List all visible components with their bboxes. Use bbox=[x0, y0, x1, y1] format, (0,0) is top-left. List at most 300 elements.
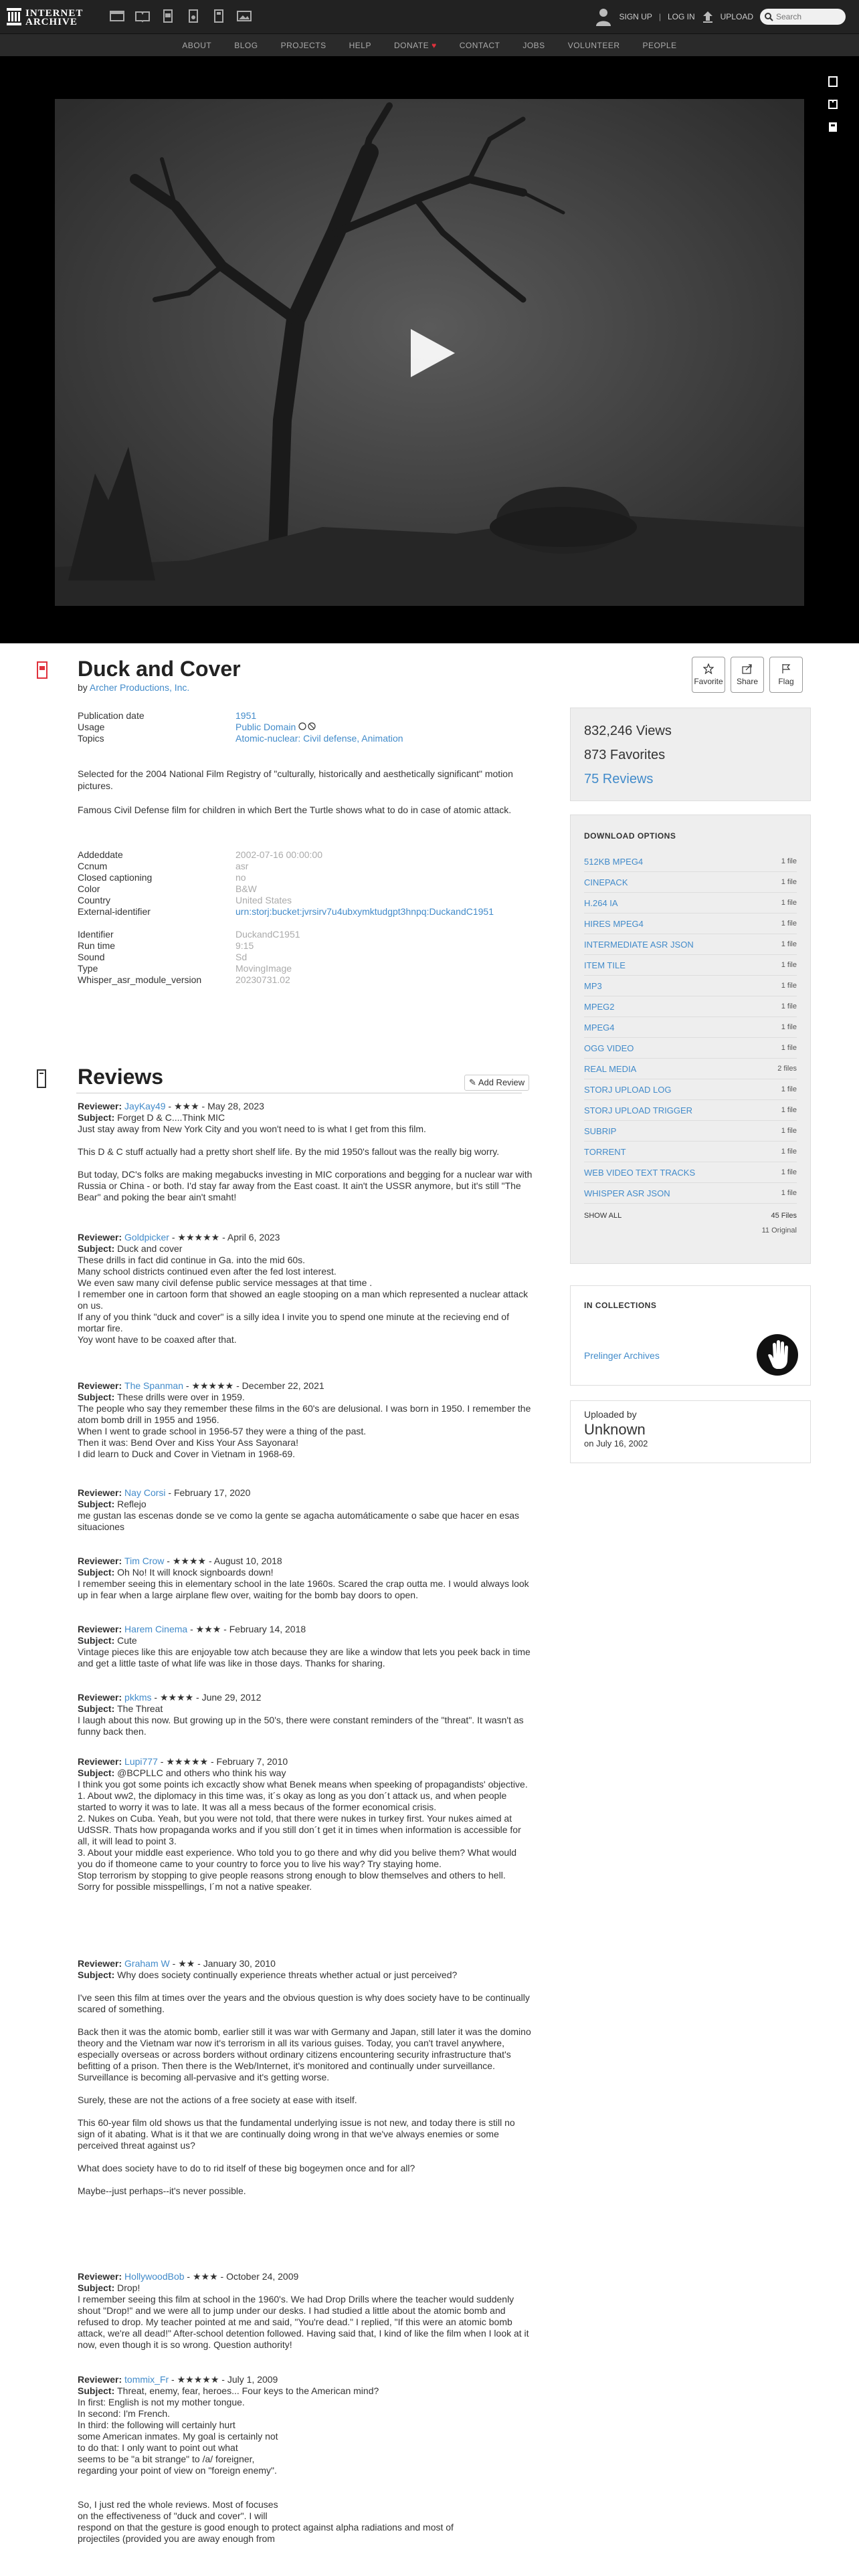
audio-icon[interactable] bbox=[185, 8, 202, 24]
download-format-link[interactable]: 512KB MPEG4 bbox=[584, 857, 644, 867]
review-body-line: to do that: I only want to point out what bbox=[78, 2442, 238, 2453]
review-body-line: This D & C stuff actually had a pretty short shelf life. By the mid 1950's fallout was the really big worry. bbox=[78, 1146, 500, 1157]
publication-date-link[interactable]: 1951 bbox=[235, 710, 257, 721]
separator: | bbox=[658, 12, 661, 21]
download-file-count: 1 file bbox=[781, 1148, 797, 1156]
review-body-line: In third: the following will certainly hurt bbox=[78, 2420, 235, 2430]
subject-text: Reflejo bbox=[117, 1499, 147, 1509]
review-header bbox=[78, 1958, 533, 1969]
original-files: 11 Original bbox=[761, 1226, 797, 1235]
review-header bbox=[78, 1232, 533, 1243]
review bbox=[78, 1958, 533, 2197]
separator: - bbox=[169, 1232, 178, 1243]
reviewer-label: Reviewer: bbox=[78, 1380, 125, 1391]
subject-text: Drop! bbox=[117, 2282, 140, 2293]
review-date: June 29, 2012 bbox=[201, 1692, 262, 1703]
subject-label: Subject: bbox=[78, 1112, 118, 1123]
download-file-count: 1 file bbox=[781, 1189, 797, 1197]
review-body-line: I've seen this film at times over the years and the obvious question is why does society have to be continually scared of something. bbox=[78, 1992, 530, 2014]
collections-heading: IN COLLECTIONS bbox=[584, 1301, 657, 1310]
separator: - bbox=[208, 1756, 217, 1767]
subject-text: Cute bbox=[117, 1635, 137, 1646]
metadata-value: asr bbox=[235, 861, 249, 871]
download-format-link[interactable]: MPEG4 bbox=[584, 1023, 615, 1033]
upload-icon[interactable] bbox=[702, 10, 714, 23]
subject-label: Subject: bbox=[78, 2385, 118, 2396]
review bbox=[78, 2374, 533, 2545]
archive-temple-icon bbox=[7, 8, 21, 25]
review-body-line: I laugh about this now. But growing up in the 50's, there were constant reminders of the "threat". It wasn't as funny back then. bbox=[78, 1715, 524, 1737]
metadata-secondary bbox=[78, 849, 519, 986]
paragraph-gap bbox=[78, 2106, 533, 2117]
reviewer-link[interactable]: JayKay49 bbox=[124, 1101, 166, 1111]
reviewer-label: Reviewer: bbox=[78, 1101, 125, 1111]
paragraph-gap bbox=[78, 2083, 533, 2095]
search-icon[interactable] bbox=[764, 12, 773, 21]
review-stars: ★★★★★ bbox=[191, 1380, 234, 1391]
review-date: February 17, 2020 bbox=[173, 1487, 251, 1498]
share-button[interactable] bbox=[731, 657, 764, 693]
review-stars: ★★★★★ bbox=[177, 2374, 219, 2385]
download-format-link[interactable]: CINEPACK bbox=[584, 877, 628, 887]
reviewer-link[interactable]: Nay Corsi bbox=[124, 1487, 166, 1498]
review-subject bbox=[78, 2282, 533, 2294]
metadata-key: External-identifier bbox=[78, 906, 151, 917]
separator: - bbox=[199, 1101, 208, 1111]
metadata-key: Type bbox=[78, 963, 98, 974]
by-prefix: by bbox=[78, 682, 90, 693]
reviewer-label: Reviewer: bbox=[78, 1958, 125, 1969]
metadata-key: Addeddate bbox=[78, 849, 123, 860]
review-body-line: Many school districts continued even after the fed lost interest. bbox=[78, 1266, 337, 1277]
review-body-line: These drills in fact did continue in Ga. into the mid 60s. bbox=[78, 1255, 306, 1265]
review-stars: ★★ bbox=[178, 1958, 195, 1969]
add-review-label: Add Review bbox=[478, 1077, 525, 1087]
review-date: May 28, 2023 bbox=[207, 1101, 264, 1111]
nav-volunteer[interactable]: VOLUNTEER bbox=[567, 41, 620, 50]
paragraph-gap bbox=[78, 2476, 533, 2488]
wayback-icon[interactable] bbox=[828, 122, 838, 132]
description-paragraph: Selected for the 2004 National Film Registry of "culturally, historically and aesthetically significant" motion pictures. bbox=[78, 768, 513, 791]
uploader-box bbox=[570, 1400, 811, 1463]
paragraph-gap bbox=[78, 1135, 533, 1146]
download-file-count: 1 file bbox=[781, 940, 797, 948]
reviews-count-link[interactable]: 75 Reviews bbox=[584, 772, 654, 786]
review-subject bbox=[78, 1767, 533, 1779]
top-bar bbox=[0, 0, 859, 33]
metadata-value: DuckandC1951 bbox=[235, 929, 300, 940]
login-link[interactable]: LOG IN bbox=[667, 12, 695, 21]
texts-icon[interactable] bbox=[134, 8, 151, 24]
metadata-row bbox=[78, 849, 519, 861]
review bbox=[78, 1487, 533, 1533]
metadata-primary bbox=[78, 710, 519, 744]
reviewer-label: Reviewer: bbox=[78, 1232, 125, 1243]
signup-link[interactable]: SIGN UP bbox=[619, 12, 652, 21]
download-row[interactable] bbox=[584, 1162, 797, 1183]
download-file-count: 1 file bbox=[781, 1168, 797, 1176]
metadata-key: Publication date bbox=[78, 710, 145, 721]
review-stars: ★★★ bbox=[173, 1101, 199, 1111]
download-row[interactable] bbox=[584, 1038, 797, 1059]
review-body-line: seems to be "a bit strange" to /a/ foreigner, bbox=[78, 2454, 255, 2464]
download-format-link[interactable]: OGG VIDEO bbox=[584, 1043, 634, 1053]
download-format-link[interactable]: STORJ UPLOAD TRIGGER bbox=[584, 1105, 693, 1115]
add-review-button[interactable] bbox=[464, 1075, 529, 1091]
download-row[interactable] bbox=[584, 976, 797, 996]
metadata-key: Topics bbox=[78, 733, 104, 744]
reviewer-label: Reviewer: bbox=[78, 2374, 125, 2385]
review-date: April 6, 2023 bbox=[227, 1232, 280, 1243]
reviewer-link[interactable]: tommix_Fr bbox=[124, 2374, 169, 2385]
internet-archive-logo[interactable] bbox=[7, 7, 100, 28]
video-icon[interactable] bbox=[159, 8, 177, 24]
download-row[interactable] bbox=[584, 1100, 797, 1121]
reviewer-link[interactable]: pkkms bbox=[124, 1692, 152, 1703]
flag-button[interactable] bbox=[769, 657, 803, 693]
secondary-nav bbox=[0, 33, 859, 56]
reviewer-label: Reviewer: bbox=[78, 1624, 125, 1634]
metadata-value: 9:15 bbox=[235, 940, 254, 951]
metadata-row bbox=[78, 952, 519, 963]
reviewer-link[interactable]: Lupi777 bbox=[124, 1756, 158, 1767]
favorite-label: Favorite bbox=[694, 677, 723, 686]
show-all-link[interactable]: SHOW ALL bbox=[584, 1212, 622, 1220]
metadata-value: United States bbox=[235, 895, 292, 905]
review bbox=[78, 1756, 533, 1893]
logo-text: INTERNET ARCHIVE bbox=[25, 8, 84, 27]
review-body-line: In second: I'm French. bbox=[78, 2408, 171, 2419]
metadata-value: 2002-07-16 00:00:00 bbox=[235, 849, 322, 860]
metadata-value: Sd bbox=[235, 952, 248, 962]
metadata-key: Closed captioning bbox=[78, 872, 153, 883]
download-format-link[interactable]: SUBRIP bbox=[584, 1126, 617, 1136]
user-icon[interactable] bbox=[595, 7, 612, 26]
download-file-count: 1 file bbox=[781, 857, 797, 865]
subject-label: Subject: bbox=[78, 1392, 118, 1402]
review bbox=[78, 1232, 533, 1346]
reviewer-link[interactable]: The Spanman bbox=[124, 1380, 183, 1391]
item-byline bbox=[78, 682, 189, 693]
download-file-count: 1 file bbox=[781, 1023, 797, 1031]
paragraph-gap bbox=[78, 2174, 533, 2185]
metadata-key: Run time bbox=[78, 940, 116, 951]
metadata-row bbox=[78, 974, 519, 986]
subject-text: Threat, enemy, fear, heroes... Four keys to the American mind? bbox=[117, 2385, 379, 2396]
nav-donate[interactable] bbox=[394, 41, 437, 50]
separator: - bbox=[183, 1380, 192, 1391]
review-header bbox=[78, 1756, 533, 1767]
download-format-link[interactable]: TORRENT bbox=[584, 1147, 626, 1157]
uploaded-by-label: Uploaded by bbox=[584, 1409, 637, 1420]
download-row[interactable] bbox=[584, 1017, 797, 1038]
upload-link[interactable]: UPLOAD bbox=[720, 12, 753, 21]
review bbox=[78, 1380, 533, 1460]
metadata-row bbox=[78, 895, 519, 906]
metadata-key: Color bbox=[78, 883, 100, 894]
download-format-link[interactable]: H.264 IA bbox=[584, 898, 618, 908]
review-subject bbox=[78, 1567, 533, 1578]
review-subject bbox=[78, 1112, 533, 1123]
nav-about[interactable]: ABOUT bbox=[182, 41, 212, 50]
review-body-line: Just stay away from New York City and you won't need to is what I get from this film. bbox=[78, 1123, 426, 1134]
download-row[interactable] bbox=[584, 1059, 797, 1079]
hand-icon bbox=[757, 1334, 798, 1376]
metadata-key: Identifier bbox=[78, 929, 114, 940]
review-subject bbox=[78, 2385, 533, 2397]
download-list bbox=[584, 851, 797, 1204]
review-stars: ★★★★★ bbox=[166, 1756, 209, 1767]
review-body-line: The people who say they remember these films in the 60's are delusional. I was born in 1950. I remember the atom bomb drill in 1955 and 1956. bbox=[78, 1403, 531, 1425]
review-subject bbox=[78, 1243, 533, 1255]
review-stars: ★★★★ bbox=[172, 1555, 207, 1566]
metadata-row bbox=[78, 861, 519, 872]
collection-link[interactable]: Prelinger Archives bbox=[584, 1350, 660, 1361]
review bbox=[78, 1624, 533, 1669]
flag-label: Flag bbox=[778, 677, 794, 686]
separator: - bbox=[187, 1624, 196, 1634]
nav-people[interactable]: PEOPLE bbox=[642, 41, 677, 50]
creator-link[interactable]: Archer Productions, Inc. bbox=[89, 682, 190, 693]
download-file-count: 1 file bbox=[781, 920, 797, 928]
download-format-link[interactable]: WEB VIDEO TEXT TRACKS bbox=[584, 1168, 696, 1178]
review-stars: ★★★ bbox=[195, 1624, 221, 1634]
external-identifier-link[interactable]: urn:storj:bucket:jvrsirv7u4ubxymktudgpt3hnpq:DuckandC1951 bbox=[235, 906, 494, 917]
paragraph-gap bbox=[78, 2015, 533, 2026]
download-format-link[interactable]: ITEM TILE bbox=[584, 960, 626, 970]
subject-text: @BCPLLC and others who think his way bbox=[117, 1767, 286, 1778]
search-input[interactable] bbox=[776, 11, 840, 22]
review-body-line: We even saw many civil defense public service messages at that time . bbox=[78, 1277, 373, 1288]
subject-label: Subject: bbox=[78, 1969, 118, 1980]
metadata-row bbox=[78, 929, 519, 940]
paragraph-gap bbox=[78, 1981, 533, 1992]
download-format-link[interactable]: MPEG2 bbox=[584, 1002, 615, 1012]
separator: - bbox=[184, 2271, 193, 2282]
topics-link[interactable]: Atomic-nuclear: Civil defense, Animation bbox=[235, 733, 403, 744]
reviewer-label: Reviewer: bbox=[78, 1756, 125, 1767]
download-footer bbox=[584, 1212, 797, 1220]
download-row[interactable] bbox=[584, 996, 797, 1017]
nav-jobs[interactable]: JOBS bbox=[522, 41, 545, 50]
review-subject bbox=[78, 1499, 533, 1510]
review-body-line: Stop terrorism by stopping to give people reasons strong enough to blow themselves and others to hell. bbox=[78, 1870, 506, 1881]
download-format-link[interactable]: WHISPER ASR JSON bbox=[584, 1188, 670, 1198]
separator: - bbox=[165, 1487, 174, 1498]
media-type-icons bbox=[108, 8, 253, 25]
review-body-line: If any of you think "duck and cover" is a silly idea I invite you to spend one minute at the recieving end of mortar fire. bbox=[78, 1311, 509, 1333]
reviewer-link[interactable]: Goldpicker bbox=[124, 1232, 169, 1243]
download-file-count: 1 file bbox=[781, 1127, 797, 1135]
reviewer-label: Reviewer: bbox=[78, 1555, 125, 1566]
review-body-line: In first: English is not my mother tongue. bbox=[78, 2397, 245, 2407]
review-body-line: projectiles (provided you are away enough from bbox=[78, 2533, 275, 2544]
download-file-count: 2 files bbox=[777, 1065, 797, 1073]
nav-help[interactable]: HELP bbox=[349, 41, 371, 50]
nav-contact[interactable]: CONTACT bbox=[459, 41, 500, 50]
total-files: 45 Files bbox=[771, 1212, 797, 1220]
in-collections bbox=[570, 1285, 811, 1386]
metadata-key: Country bbox=[78, 895, 111, 905]
review-body-line: respond on that the gesture is good enough to protect against alpha radiations and most of bbox=[78, 2522, 454, 2533]
web-icon[interactable] bbox=[108, 8, 126, 24]
share-label: Share bbox=[736, 677, 759, 686]
review-body-line: When I went to grade school in 1956-57 they were a thing of the past. bbox=[78, 1426, 367, 1436]
bookreader-icon[interactable] bbox=[828, 99, 838, 110]
review-body-line: I think you got some points ich excactly show what Benek means when speeking of propagandists' objective. bbox=[78, 1779, 528, 1790]
review-body-line: Then it was: Bend Over and Kiss Your Ass Sayonara! bbox=[78, 1437, 298, 1448]
separator: - bbox=[169, 2374, 177, 2385]
review-body-line: Back then it was the atomic bomb, earlier still it was war with Germany and Japan, still later it was the domino theory and the Vietnam war now it's terrorism in all its various guises. Today, you can't travel anywhere, especially overseas or across borders without ordinary citizens encountering security infrastructure that's befitting of a prison. Then there is the Web/Internet, it's monitored and continually under surveillance. Surveillance is becoming all-pervasive and it's getting worse. bbox=[78, 2026, 531, 2082]
user-area bbox=[595, 5, 846, 28]
separator: - bbox=[233, 1380, 242, 1391]
metadata-row bbox=[78, 940, 519, 952]
pencil-icon: ✎ bbox=[469, 1077, 476, 1087]
review-body-line: 2. Nukes on Cuba. Yeah, but you were not told, that there were nukes in turkey first. Your nukes aimed at UdSSR. Thats how propaganda works and if you still don´t get it in times when information is accessible for all, it will lead to point 3. bbox=[78, 1813, 521, 1846]
reviewer-link[interactable]: HollywoodBob bbox=[124, 2271, 185, 2282]
separator: - bbox=[219, 2374, 227, 2385]
subject-label: Subject: bbox=[78, 2282, 118, 2293]
download-format-link[interactable]: MP3 bbox=[584, 981, 602, 991]
favorite-button[interactable] bbox=[692, 657, 725, 693]
separator: - bbox=[195, 1958, 203, 1969]
reviewer-link[interactable]: Tim Crow bbox=[124, 1555, 165, 1566]
download-row[interactable] bbox=[584, 851, 797, 872]
review-body-line: Maybe--just perhaps--it's never possible. bbox=[78, 2185, 246, 2196]
separator: - bbox=[219, 1232, 227, 1243]
reviews-heading: Reviews bbox=[78, 1065, 164, 1089]
subject-text: The Threat bbox=[117, 1703, 163, 1714]
images-icon[interactable] bbox=[235, 8, 253, 24]
subject-text: These drills were over in 1959. bbox=[117, 1392, 245, 1402]
review-stars: ★★★ bbox=[193, 2271, 218, 2282]
subject-text: Why does society continually experience threats whether actual or just perceived? bbox=[117, 1969, 458, 1980]
review-body-line: Vintage pieces like this are enjoyable tow atch because they are like a window that lets you peek back in time and get a little taste of what life was like in those days. Thanks for sharing. bbox=[78, 1646, 531, 1669]
download-format-link[interactable]: INTERMEDIATE ASR JSON bbox=[584, 940, 694, 950]
review-body-line: This 60-year film old shows us that the fundamental underlying issue is not new, and today there is still no sign of it abating. What is it that we are continually doing wrong in that we've always enemies or some perceived threat against us? bbox=[78, 2117, 515, 2151]
review-header bbox=[78, 1624, 533, 1635]
usage-link[interactable] bbox=[235, 722, 519, 733]
download-file-count: 1 file bbox=[781, 878, 797, 886]
review-body-line: some American inmates. My goal is certainly not bbox=[78, 2431, 278, 2442]
download-file-count: 1 file bbox=[781, 961, 797, 969]
review-body-line: regarding your point of view on "foreign enemy". bbox=[78, 2465, 277, 2476]
review-subject bbox=[78, 1392, 533, 1403]
review-body-line: But today, DC's folks are making megabucks investing in MIC corporations and begging for a nuclear war with Russia or China - or both. I'd stay far away from the East coast. It ain't the USSR anymore, but it's still "The Bear" and poking the bear ain't smaht! bbox=[78, 1169, 533, 1202]
review-body-line: 1. About ww2, the diplomacy in this time was, it´s okay as long as you don´t attack us, and when people started to worry it was to late. It was all a mess becaus of the former economical crisis. bbox=[78, 1790, 507, 1812]
review-date: December 22, 2021 bbox=[242, 1380, 324, 1391]
reviewer-label: Reviewer: bbox=[78, 1487, 125, 1498]
download-file-count: 1 file bbox=[781, 1044, 797, 1052]
metadata-key: Sound bbox=[78, 952, 105, 962]
reviewer-link[interactable]: Harem Cinema bbox=[124, 1624, 188, 1634]
review bbox=[78, 1555, 533, 1601]
review-body-line: I did learn to Duck and Cover in Vietnam in 1968-69. bbox=[78, 1448, 296, 1459]
metadata-key: Usage bbox=[78, 722, 105, 732]
review-body-line: What does society have to do to rid itself of these big bogeymen once and for all? bbox=[78, 2163, 415, 2173]
subject-label: Subject: bbox=[78, 1767, 118, 1778]
review-header bbox=[78, 1692, 533, 1703]
download-format-link[interactable]: REAL MEDIA bbox=[584, 1064, 637, 1074]
flag-icon bbox=[781, 663, 791, 674]
review-subject bbox=[78, 1635, 533, 1646]
download-file-count: 1 file bbox=[781, 982, 797, 990]
separator: - bbox=[169, 1958, 179, 1969]
download-row[interactable] bbox=[584, 1183, 797, 1204]
review-body-line: I remember one in cartoon form that showed an eagle stooping on a man which represented a nuclear attack on us. bbox=[78, 1289, 529, 1311]
review-body-line: on the effectiveness of "duck and cover". I will bbox=[78, 2510, 268, 2521]
uploader-name: Unknown bbox=[584, 1421, 646, 1438]
download-row[interactable] bbox=[584, 1079, 797, 1100]
separator: - bbox=[193, 1692, 202, 1703]
review-header bbox=[78, 1101, 533, 1112]
reviewer-label: Reviewer: bbox=[78, 2271, 125, 2282]
video-theater bbox=[0, 56, 859, 643]
download-format-link[interactable]: STORJ UPLOAD LOG bbox=[584, 1085, 672, 1095]
download-file-count: 1 file bbox=[781, 1106, 797, 1114]
review bbox=[78, 1692, 533, 1737]
video-player[interactable] bbox=[55, 99, 804, 606]
metadata-key: Ccnum bbox=[78, 861, 108, 871]
nav-blog[interactable]: BLOG bbox=[234, 41, 258, 50]
review-header bbox=[78, 1380, 533, 1392]
download-row[interactable] bbox=[584, 934, 797, 955]
reviewer-link[interactable]: Graham W bbox=[124, 1958, 170, 1969]
views-count: 832,246 Views bbox=[584, 724, 672, 738]
review-header bbox=[78, 2271, 533, 2282]
separator: - bbox=[165, 1101, 174, 1111]
subject-text: Oh No! It will knock signboards down! bbox=[117, 1567, 274, 1578]
download-row[interactable] bbox=[584, 914, 797, 934]
review-header bbox=[78, 2374, 533, 2385]
item-title: Duck and Cover bbox=[78, 657, 241, 681]
download-row[interactable] bbox=[584, 955, 797, 976]
download-row[interactable] bbox=[584, 1142, 797, 1162]
reviews-icon bbox=[36, 1069, 47, 1089]
review-body-line: I remember seeing this in elementary school in the late 1960s. Scared the crap outta me. I would always look up in fear when a large airplane flew over, waiting for the bomb bay doors to open. bbox=[78, 1578, 529, 1600]
software-icon[interactable] bbox=[210, 8, 227, 24]
item-action-buttons bbox=[692, 657, 803, 693]
review-body-line: me gustan las escenas donde se ve como la gente se agacha automáticamente o sabe que hacer en esas situaciones bbox=[78, 1510, 519, 1532]
download-row[interactable] bbox=[584, 1121, 797, 1142]
review-body-line: So, I just red the whole reviews. Most of focuses bbox=[78, 2499, 278, 2510]
upload-date: on July 16, 2002 bbox=[584, 1438, 648, 1448]
item-stats bbox=[570, 708, 811, 801]
subject-label: Subject: bbox=[78, 1499, 118, 1509]
subject-label: Subject: bbox=[78, 1635, 118, 1646]
paragraph-gap bbox=[78, 2151, 533, 2163]
metadata-value: 20230731.02 bbox=[235, 974, 290, 985]
download-file-count: 1 file bbox=[781, 899, 797, 907]
metadata-row bbox=[78, 872, 519, 883]
metadata-row bbox=[78, 883, 519, 895]
review-date: January 30, 2010 bbox=[203, 1958, 276, 1969]
collection-thumbnail[interactable] bbox=[757, 1334, 798, 1376]
play-icon[interactable] bbox=[409, 328, 456, 379]
nav-projects[interactable]: PROJECTS bbox=[280, 41, 326, 50]
download-row[interactable] bbox=[584, 893, 797, 914]
download-format-link[interactable]: HIRES MPEG4 bbox=[584, 919, 644, 929]
movies-item-icon bbox=[36, 661, 48, 679]
paragraph-gap bbox=[78, 1158, 533, 1169]
review-stars: ★★★★★ bbox=[177, 1232, 220, 1243]
text-icon[interactable] bbox=[828, 76, 838, 87]
review bbox=[78, 2271, 533, 2351]
search-box bbox=[760, 9, 846, 25]
download-row[interactable] bbox=[584, 872, 797, 893]
metadata-value: B&W bbox=[235, 883, 257, 894]
public-domain-icon bbox=[298, 722, 318, 730]
